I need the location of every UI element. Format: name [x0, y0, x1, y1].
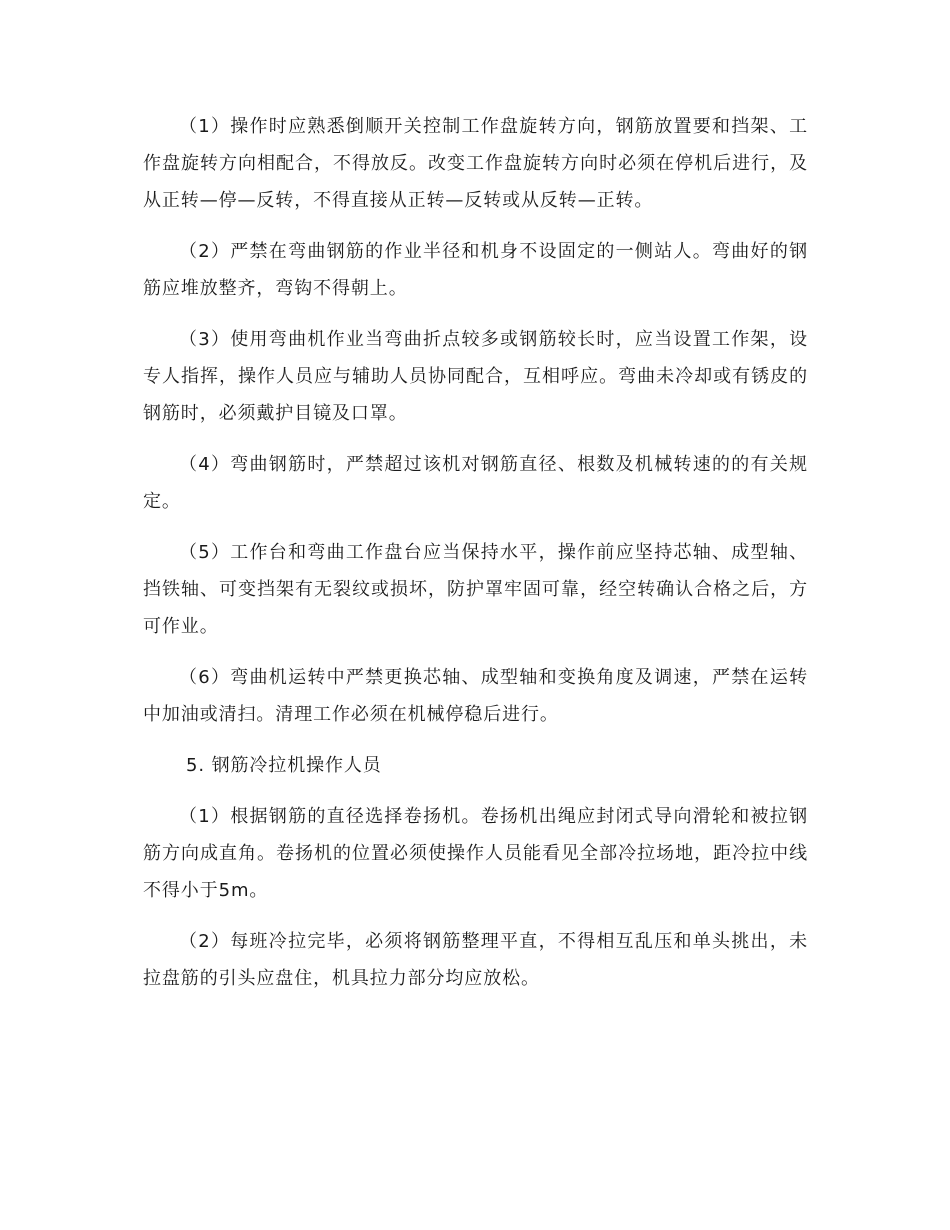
paragraph-1: （1）操作时应熟悉倒顺开关控制工作盘旋转方向，钢筋放置要和挡架、工作盘旋转方向相配合，不得放反。改变工作盘旋转方向时必须在停机后进行，及从正转—停—反转，不得直接从正转—反转或从反转—正转。 — [143, 116, 808, 211]
document-body — [143, 108, 808, 997]
paragraph-2: （2）严禁在弯曲钢筋的作业半径和机身不设固定的一侧站人。弯曲好的钢筋应堆放整齐，弯钩不得朝上。 — [143, 241, 808, 299]
section-paragraph-2: （2）每班冷拉完毕，必须将钢筋整理平直，不得相互乱压和单头挑出，未拉盘筋的引头应盘住，机具拉力部分均应放松。 — [143, 931, 808, 989]
paragraph-3: （3）使用弯曲机作业当弯曲折点较多或钢筋较长时，应当设置工作架，设专人指挥，操作人员应与辅助人员协同配合，互相呼应。弯曲未冷却或有锈皮的钢筋时，必须戴护目镜及口罩。 — [143, 329, 808, 424]
section-heading: 5. 钢筋冷拉机操作人员 — [186, 755, 382, 776]
paragraph-4: （4）弯曲钢筋时，严禁超过该机对钢筋直径、根数及机械转速的的有关规定。 — [143, 454, 808, 512]
section-paragraph-1: （1）根据钢筋的直径选择卷扬机。卷扬机出绳应封闭式导向滑轮和被拉钢筋方向成直角。卷扬机的位置必须使操作人员能看见全部冷拉场地，距冷拉中线不得小于5m。 — [143, 806, 808, 901]
paragraph-6: （6）弯曲机运转中严禁更换芯轴、成型轴和变换角度及调速，严禁在运转中加油或清扫。清理工作必须在机械停稳后进行。 — [143, 667, 808, 725]
paragraph-5: （5）工作台和弯曲工作盘台应当保持水平，操作前应坚持芯轴、成型轴、挡铁轴、可变挡架有无裂纹或损坏，防护罩牢固可靠，经空转确认合格之后，方可作业。 — [143, 542, 808, 637]
